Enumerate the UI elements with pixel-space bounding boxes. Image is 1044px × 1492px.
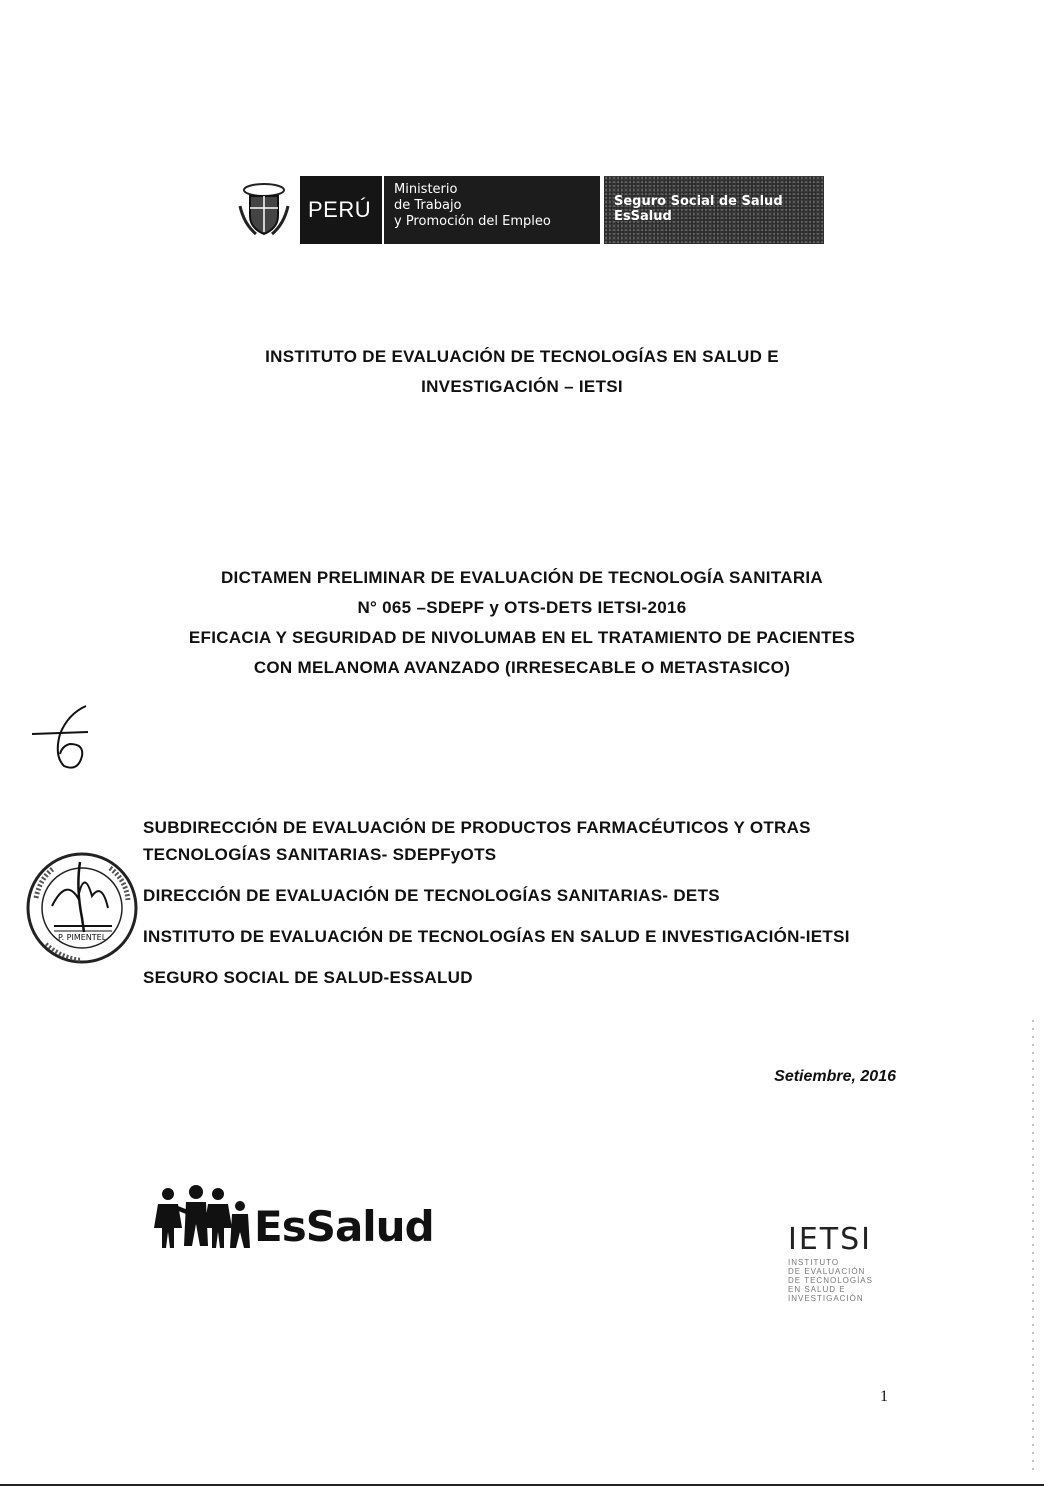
ministry-label bbox=[384, 176, 604, 244]
ietsi-subtitle-line: DE EVALUACIÓN bbox=[788, 1267, 866, 1276]
document-date: Setiembre, 2016 bbox=[774, 1068, 896, 1085]
ietsi-subtitle-line: INVESTIGACIÓN bbox=[788, 1294, 864, 1303]
peru-label: PERÚ bbox=[300, 176, 384, 244]
institute-title-line-2: INVESTIGACIÓN – IETSI bbox=[421, 377, 623, 396]
page-number: 1 bbox=[880, 1388, 888, 1405]
essalud-wordmark: EsSalud bbox=[254, 1202, 434, 1251]
ministry-line-2: de Trabajo bbox=[394, 198, 462, 213]
institution-line-2: EsSalud bbox=[614, 209, 672, 224]
ietsi-subtitle-line: INSTITUTO bbox=[788, 1258, 840, 1267]
institution-line-1: Seguro Social de Salud bbox=[614, 194, 783, 209]
ietsi-subtitle bbox=[788, 1258, 898, 1303]
unit-dets: DIRECCIÓN DE EVALUACIÓN DE TECNOLOGÍAS SANITARIAS- DETS bbox=[143, 886, 720, 905]
dictamen-title bbox=[0, 563, 1044, 683]
peru-coat-of-arms-icon bbox=[236, 176, 292, 240]
scan-bottom-edge bbox=[0, 1484, 1044, 1486]
responsible-units-list bbox=[143, 814, 913, 1005]
unit-ietsi: INSTITUTO DE EVALUACIÓN DE TECNOLOGÍAS EN SALUD E INVESTIGACIÓN-IETSI bbox=[143, 927, 850, 946]
ietsi-subtitle-line: DE TECNOLOGÍAS bbox=[788, 1276, 873, 1285]
unit-essalud: SEGURO SOCIAL DE SALUD-ESSALUD bbox=[143, 968, 473, 987]
unit-sdepfyots: SUBDIRECCIÓN DE EVALUACIÓN DE PRODUCTOS FARMACÉUTICOS Y OTRAS TECNOLOGÍAS SANITARIAS- SDEPFyOTS bbox=[143, 818, 811, 864]
institute-title bbox=[0, 342, 1044, 402]
ietsi-wordmark: IETSI bbox=[788, 1222, 873, 1257]
stamp-name: P. PIMENTEL bbox=[58, 933, 107, 942]
scan-edge-marks bbox=[1030, 1020, 1036, 1470]
institution-label bbox=[604, 176, 824, 244]
official-stamp-seal bbox=[22, 848, 142, 968]
dictamen-number: N° 065 –SDEPF y OTS-DETS IETSI-2016 bbox=[357, 598, 687, 617]
ministry-line-3: y Promoción del Empleo bbox=[394, 214, 551, 229]
dictamen-line-1: DICTAMEN PRELIMINAR DE EVALUACIÓN DE TECNOLOGÍA SANITARIA bbox=[220, 568, 824, 587]
ministry-line-1: Ministerio bbox=[394, 182, 458, 197]
handwritten-initial-mark bbox=[28, 700, 98, 774]
ietsi-logo bbox=[788, 1224, 898, 1303]
institute-title-line-1: INSTITUTO DE EVALUACIÓN DE TECNOLOGÍAS EN SALUD E bbox=[265, 347, 779, 366]
essalud-logo bbox=[152, 1184, 434, 1250]
family-figures-icon bbox=[152, 1184, 252, 1250]
dictamen-line-4: CON MELANOMA AVANZADO (IRRESECABLE O METASTASICO) bbox=[253, 658, 791, 677]
dictamen-line-3: EFICACIA Y SEGURIDAD DE NIVOLUMAB EN EL TRATAMIENTO DE PACIENTES bbox=[188, 628, 856, 647]
ietsi-subtitle-line: EN SALUD E bbox=[788, 1285, 846, 1294]
government-banner bbox=[236, 176, 824, 244]
